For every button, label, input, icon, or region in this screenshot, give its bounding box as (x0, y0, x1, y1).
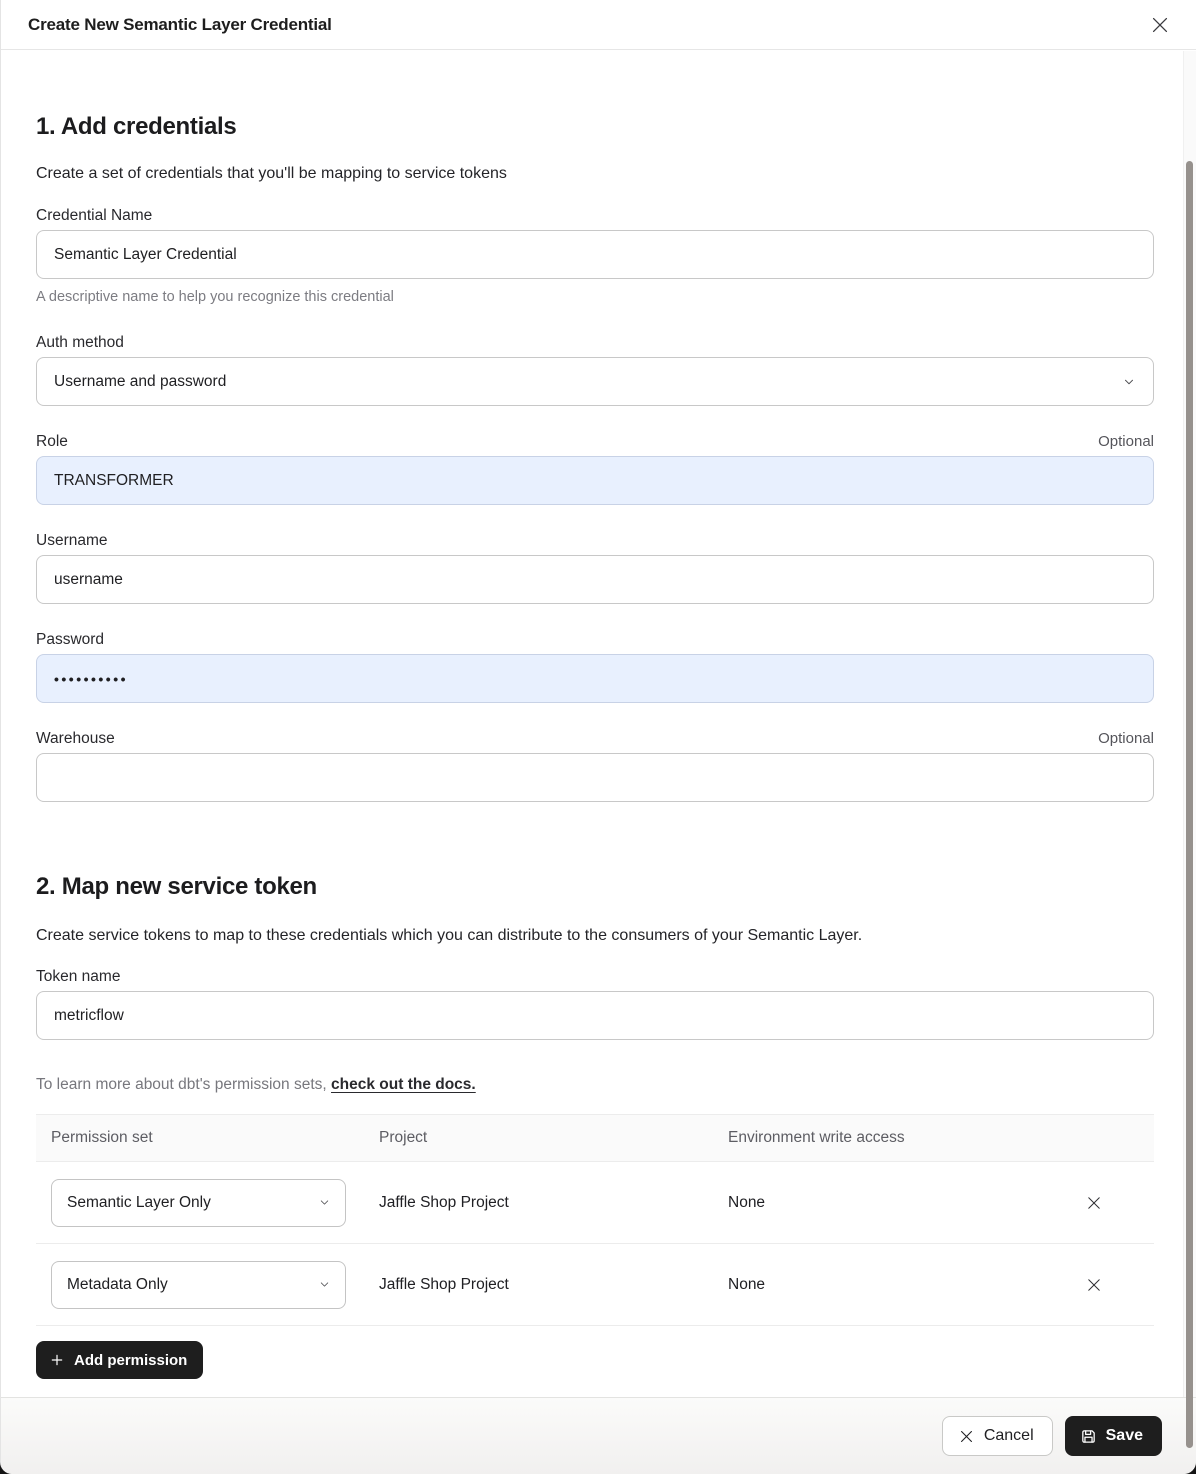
column-header-env-write-access: Environment write access (728, 1129, 905, 1146)
section-2-description: Create service tokens to map to these credentials which you can distribute to the consumers of your Semantic Layer. (36, 927, 863, 944)
permissions-table-header (36, 1114, 1154, 1162)
token-name-field (36, 967, 1154, 1040)
username-field (36, 531, 1154, 604)
password-field (36, 630, 1154, 703)
project-cell: Jaffle Shop Project (379, 1193, 509, 1211)
env-write-access-cell: None (728, 1193, 766, 1211)
password-input[interactable] (36, 654, 1154, 703)
permission-set-value: Metadata Only (67, 1275, 168, 1293)
table-row (36, 1162, 1154, 1244)
auth-method-field (36, 333, 1154, 406)
close-icon (1149, 14, 1171, 36)
x-mark-icon (958, 1428, 975, 1445)
add-permission-label: Add permission (74, 1351, 188, 1369)
x-mark-icon (1085, 1276, 1103, 1294)
warehouse-input[interactable] (36, 753, 1154, 802)
save-label: Save (1105, 1427, 1143, 1444)
close-button[interactable] (1146, 11, 1174, 39)
remove-row-button[interactable] (1079, 1270, 1109, 1300)
warehouse-label: Warehouse (36, 730, 115, 747)
chevron-down-icon (1122, 375, 1136, 389)
role-label: Role (36, 433, 68, 450)
role-input[interactable] (36, 456, 1154, 505)
warehouse-optional-badge: Optional (1098, 730, 1154, 747)
permission-set-value: Semantic Layer Only (67, 1193, 211, 1211)
docs-hint-text: To learn more about dbt's permission sets, (36, 1076, 327, 1093)
role-optional-badge: Optional (1098, 433, 1154, 450)
credential-name-input[interactable] (36, 230, 1154, 279)
auth-method-select[interactable] (36, 357, 1154, 406)
table-row (36, 1244, 1154, 1326)
username-input[interactable] (36, 555, 1154, 604)
token-name-label: Token name (36, 968, 121, 985)
modal-body (1, 112, 1196, 1379)
x-mark-icon (1085, 1194, 1103, 1212)
auth-method-label: Auth method (36, 334, 124, 351)
column-header-project: Project (379, 1129, 428, 1146)
column-header-permission-set: Permission set (51, 1129, 153, 1146)
section-2-heading: 2. Map new service token (36, 873, 317, 900)
modal-title: Create New Semantic Layer Credential (28, 14, 332, 34)
section-1-heading: 1. Add credentials (36, 113, 237, 140)
token-name-input[interactable] (36, 991, 1154, 1040)
password-label: Password (36, 631, 105, 648)
section-1-description: Create a set of credentials that you'll be mapping to service tokens (36, 165, 507, 182)
cancel-button[interactable] (942, 1416, 1053, 1456)
credential-name-label: Credential Name (36, 207, 153, 224)
project-cell: Jaffle Shop Project (379, 1275, 509, 1293)
floppy-disk-icon (1080, 1428, 1097, 1445)
plus-icon (49, 1352, 65, 1368)
warehouse-field (36, 729, 1154, 802)
credential-name-help: A descriptive name to help you recognize this credential (36, 289, 394, 305)
add-permission-button[interactable] (36, 1341, 203, 1379)
role-field (36, 432, 1154, 505)
modal-footer (1, 1397, 1196, 1474)
cancel-label: Cancel (983, 1427, 1034, 1444)
credential-name-field (36, 206, 1154, 307)
chevron-down-icon (318, 1196, 331, 1209)
docs-hint (36, 1075, 1154, 1094)
scrollbar-thumb[interactable] (1186, 161, 1193, 1448)
permissions-table (36, 1114, 1154, 1326)
username-label: Username (36, 532, 108, 549)
docs-link[interactable]: check out the docs. (331, 1076, 476, 1093)
permission-set-select[interactable] (51, 1179, 346, 1227)
chevron-down-icon (318, 1278, 331, 1291)
permission-set-select[interactable] (51, 1261, 346, 1309)
auth-method-value: Username and password (54, 372, 227, 390)
save-button[interactable] (1065, 1416, 1162, 1456)
modal-header (1, 0, 1196, 50)
remove-row-button[interactable] (1079, 1188, 1109, 1218)
env-write-access-cell: None (728, 1275, 766, 1293)
scrollbar-track[interactable] (1183, 51, 1196, 1397)
